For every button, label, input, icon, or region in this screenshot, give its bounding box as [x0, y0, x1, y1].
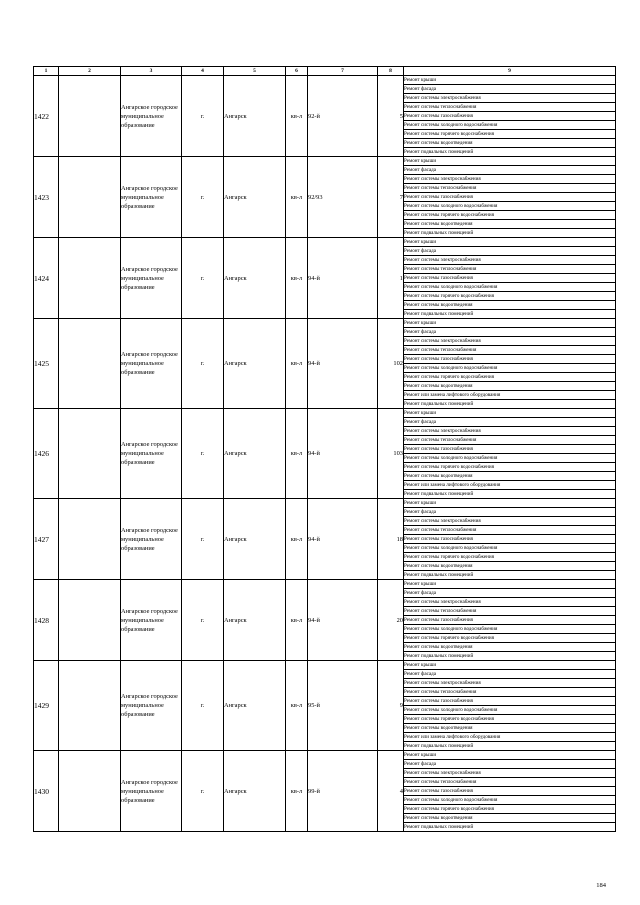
work-item: Ремонт системы теплоснабжения [404, 265, 616, 274]
table-row [34, 580, 616, 589]
work-item: Ремонт фасада [404, 418, 616, 427]
table-row [34, 409, 616, 418]
municipality-name: Ангарское городское муниципальное образование [121, 76, 182, 157]
work-item: Ремонт системы горячего водоснабжения [404, 373, 616, 382]
work-item: Ремонт системы теплоснабжения [404, 184, 616, 193]
locality-type: г. [182, 409, 224, 499]
work-item: Ремонт фасада [404, 508, 616, 517]
street-name: 94-й [308, 409, 378, 499]
work-item: Ремонт системы электроснабжения [404, 175, 616, 184]
header-col-4: 4 [182, 67, 224, 76]
locality-type: г. [182, 76, 224, 157]
record-col2 [59, 661, 121, 751]
table-body [34, 76, 616, 832]
work-item: Ремонт системы водоотведения [404, 724, 616, 733]
work-item: Ремонт крыши [404, 409, 616, 418]
work-item: Ремонт системы водоотведения [404, 139, 616, 148]
work-item: Ремонт или замена лифтового оборудования [404, 481, 616, 490]
work-item: Ремонт системы холодного водоснабжения [404, 454, 616, 463]
header-col-1: 1 [34, 67, 59, 76]
table-row [34, 751, 616, 760]
work-item: Ремонт системы газоснабжения [404, 787, 616, 796]
work-item: Ремонт системы теплоснабжения [404, 526, 616, 535]
page-number: 184 [596, 882, 606, 889]
record-col2 [59, 751, 121, 832]
municipality-name: Ангарское городское муниципальное образование [121, 319, 182, 409]
table-row [34, 238, 616, 247]
record-col2 [59, 409, 121, 499]
work-item: Ремонт крыши [404, 76, 616, 85]
work-item: Ремонт системы газоснабжения [404, 112, 616, 121]
work-item: Ремонт системы водоотведения [404, 301, 616, 310]
municipality-name: Ангарское городское муниципальное образование [121, 751, 182, 832]
work-item: Ремонт системы газоснабжения [404, 697, 616, 706]
work-item: Ремонт или замена лифтового оборудования [404, 733, 616, 742]
locality-name: Ангарск [224, 580, 286, 661]
work-item: Ремонт подвальных помещений [404, 229, 616, 238]
locality-type: г. [182, 238, 224, 319]
work-item: Ремонт системы электроснабжения [404, 679, 616, 688]
locality-name: Ангарск [224, 157, 286, 238]
work-item: Ремонт системы горячего водоснабжения [404, 211, 616, 220]
locality-type: г. [182, 157, 224, 238]
street-name: 94-й [308, 319, 378, 409]
work-item: Ремонт крыши [404, 751, 616, 760]
street-type: кв-л [286, 157, 308, 238]
record-number: 1423 [34, 157, 59, 238]
record-number: 1430 [34, 751, 59, 832]
header-col-2: 2 [59, 67, 121, 76]
work-item: Ремонт системы электроснабжения [404, 769, 616, 778]
work-item: Ремонт системы электроснабжения [404, 598, 616, 607]
work-item: Ремонт фасада [404, 670, 616, 679]
work-item: Ремонт фасада [404, 247, 616, 256]
record-col2 [59, 157, 121, 238]
work-item: Ремонт системы горячего водоснабжения [404, 553, 616, 562]
work-item: Ремонт системы теплоснабжения [404, 688, 616, 697]
table-row [34, 661, 616, 670]
work-item: Ремонт системы холодного водоснабжения [404, 364, 616, 373]
work-item: Ремонт крыши [404, 157, 616, 166]
work-item: Ремонт подвальных помещений [404, 742, 616, 751]
house-number: 20 [378, 580, 404, 661]
work-item: Ремонт системы электроснабжения [404, 427, 616, 436]
municipality-name: Ангарское городское муниципальное образование [121, 157, 182, 238]
work-item: Ремонт системы газоснабжения [404, 355, 616, 364]
table-row [34, 319, 616, 328]
street-type: кв-л [286, 580, 308, 661]
work-item: Ремонт системы холодного водоснабжения [404, 283, 616, 292]
work-item: Ремонт системы холодного водоснабжения [404, 121, 616, 130]
street-name: 99-й [308, 751, 378, 832]
work-item: Ремонт системы теплоснабжения [404, 436, 616, 445]
house-number: 5 [378, 76, 404, 157]
work-item: Ремонт системы газоснабжения [404, 445, 616, 454]
work-item: Ремонт системы водоотведения [404, 220, 616, 229]
work-item: Ремонт фасада [404, 589, 616, 598]
street-type: кв-л [286, 661, 308, 751]
work-item: Ремонт фасада [404, 760, 616, 769]
record-col2 [59, 76, 121, 157]
work-item: Ремонт подвальных помещений [404, 652, 616, 661]
locality-name: Ангарск [224, 76, 286, 157]
work-item: Ремонт системы горячего водоснабжения [404, 130, 616, 139]
record-col2 [59, 238, 121, 319]
work-item: Ремонт системы газоснабжения [404, 193, 616, 202]
work-item: Ремонт системы горячего водоснабжения [404, 805, 616, 814]
work-item: Ремонт крыши [404, 499, 616, 508]
work-item: Ремонт системы теплоснабжения [404, 346, 616, 355]
street-type: кв-л [286, 319, 308, 409]
street-name: 95-й [308, 661, 378, 751]
work-item: Ремонт системы электроснабжения [404, 337, 616, 346]
locality-name: Ангарск [224, 661, 286, 751]
table-row [34, 499, 616, 508]
locality-name: Ангарск [224, 751, 286, 832]
street-type: кв-л [286, 499, 308, 580]
header-col-8: 8 [378, 67, 404, 76]
locality-type: г. [182, 319, 224, 409]
header-col-9: 9 [404, 67, 616, 76]
work-item: Ремонт подвальных помещений [404, 823, 616, 832]
work-item: Ремонт крыши [404, 238, 616, 247]
header-col-6: 6 [286, 67, 308, 76]
work-item: Ремонт подвальных помещений [404, 571, 616, 580]
municipality-name: Ангарское городское муниципальное образование [121, 661, 182, 751]
street-type: кв-л [286, 238, 308, 319]
work-item: Ремонт системы холодного водоснабжения [404, 796, 616, 805]
record-number: 1427 [34, 499, 59, 580]
municipality-name: Ангарское городское муниципальное образование [121, 238, 182, 319]
work-item: Ремонт крыши [404, 580, 616, 589]
street-name: 92-й [308, 76, 378, 157]
street-type: кв-л [286, 751, 308, 832]
work-item: Ремонт крыши [404, 319, 616, 328]
work-item: Ремонт системы водоотведения [404, 472, 616, 481]
locality-type: г. [182, 580, 224, 661]
house-number: 103 [378, 409, 404, 499]
work-item: Ремонт фасада [404, 85, 616, 94]
work-item: Ремонт системы теплоснабжения [404, 103, 616, 112]
work-item: Ремонт системы холодного водоснабжения [404, 202, 616, 211]
record-number: 1429 [34, 661, 59, 751]
work-item: Ремонт системы горячего водоснабжения [404, 715, 616, 724]
work-item: Ремонт системы теплоснабжения [404, 607, 616, 616]
locality-name: Ангарск [224, 499, 286, 580]
work-item: Ремонт системы горячего водоснабжения [404, 634, 616, 643]
header-col-3: 3 [121, 67, 182, 76]
work-item: Ремонт подвальных помещений [404, 310, 616, 319]
locality-name: Ангарск [224, 319, 286, 409]
street-name: 94-й [308, 499, 378, 580]
municipality-name: Ангарское городское муниципальное образование [121, 409, 182, 499]
street-name: 94-й [308, 580, 378, 661]
work-item: Ремонт подвальных помещений [404, 148, 616, 157]
work-item: Ремонт системы электроснабжения [404, 94, 616, 103]
street-name: 92/93 [308, 157, 378, 238]
work-item: Ремонт системы водоотведения [404, 643, 616, 652]
work-item: Ремонт системы электроснабжения [404, 517, 616, 526]
street-name: 94-й [308, 238, 378, 319]
house-number: 102 [378, 319, 404, 409]
work-item: Ремонт крыши [404, 661, 616, 670]
work-item: Ремонт системы газоснабжения [404, 535, 616, 544]
house-number: 9 [378, 661, 404, 751]
work-item: Ремонт системы водоотведения [404, 562, 616, 571]
table-row [34, 76, 616, 85]
work-item: Ремонт подвальных помещений [404, 400, 616, 409]
work-item: Ремонт системы холодного водоснабжения [404, 706, 616, 715]
street-type: кв-л [286, 409, 308, 499]
record-number: 1424 [34, 238, 59, 319]
municipality-name: Ангарское городское муниципальное образование [121, 580, 182, 661]
locality-name: Ангарск [224, 238, 286, 319]
municipality-name: Ангарское городское муниципальное образование [121, 499, 182, 580]
work-item: Ремонт фасада [404, 166, 616, 175]
header-col-7: 7 [308, 67, 378, 76]
record-col2 [59, 499, 121, 580]
work-item: Ремонт системы электроснабжения [404, 256, 616, 265]
record-number: 1426 [34, 409, 59, 499]
locality-type: г. [182, 499, 224, 580]
house-number: 7 [378, 157, 404, 238]
work-item: Ремонт системы газоснабжения [404, 616, 616, 625]
work-item: Ремонт системы теплоснабжения [404, 778, 616, 787]
record-col2 [59, 580, 121, 661]
house-number: 18 [378, 499, 404, 580]
record-number: 1425 [34, 319, 59, 409]
record-number: 1422 [34, 76, 59, 157]
record-number: 1428 [34, 580, 59, 661]
locality-type: г. [182, 751, 224, 832]
street-type: кв-л [286, 76, 308, 157]
work-item: Ремонт системы горячего водоснабжения [404, 292, 616, 301]
header-col-5: 5 [224, 67, 286, 76]
table-row [34, 157, 616, 166]
locality-type: г. [182, 661, 224, 751]
house-number: 4 [378, 751, 404, 832]
work-item: Ремонт системы водоотведения [404, 814, 616, 823]
work-item: Ремонт фасада [404, 328, 616, 337]
header-row [34, 67, 616, 76]
work-item: Ремонт системы газоснабжения [404, 274, 616, 283]
work-item: Ремонт системы холодного водоснабжения [404, 625, 616, 634]
record-col2 [59, 319, 121, 409]
work-item: Ремонт системы водоотведения [404, 382, 616, 391]
work-item: Ремонт системы горячего водоснабжения [404, 463, 616, 472]
house-number: 1 [378, 238, 404, 319]
register-table [33, 66, 616, 832]
work-item: Ремонт или замена лифтового оборудования [404, 391, 616, 400]
work-item: Ремонт системы холодного водоснабжения [404, 544, 616, 553]
locality-name: Ангарск [224, 409, 286, 499]
work-item: Ремонт подвальных помещений [404, 490, 616, 499]
